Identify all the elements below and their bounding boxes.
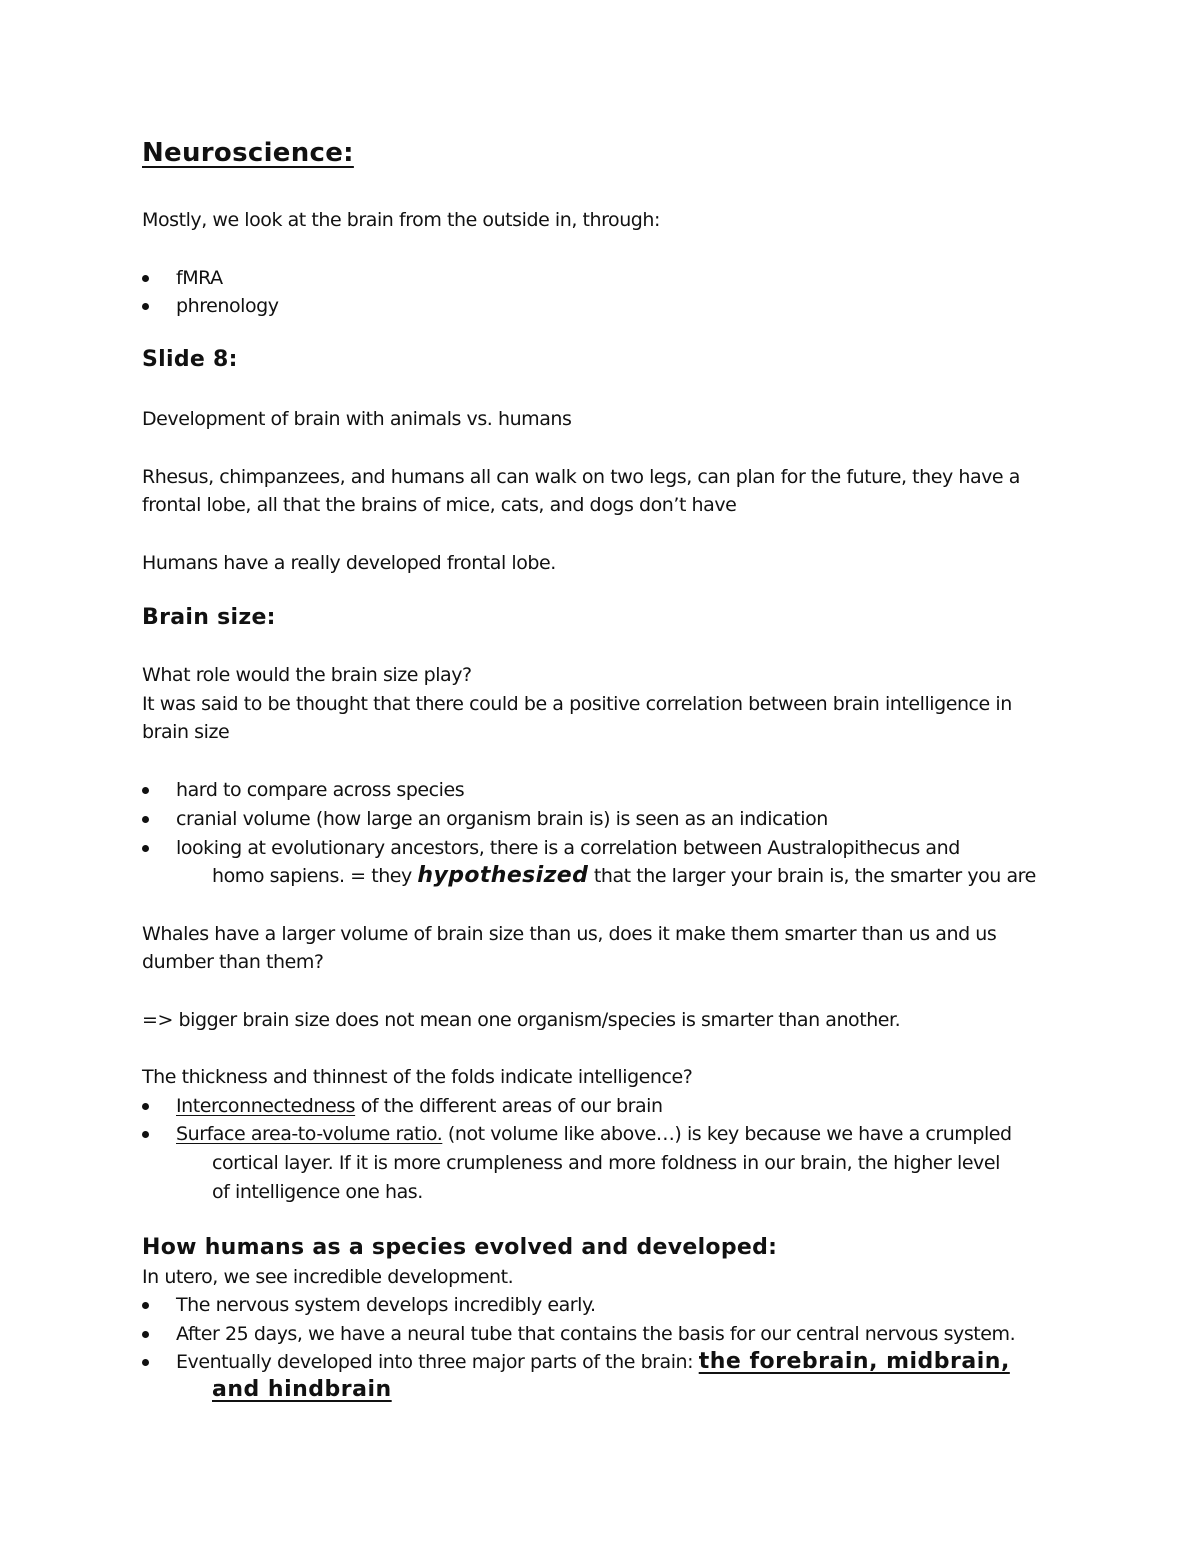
list-item-continuation xyxy=(212,862,1036,890)
list-item-continuation xyxy=(212,1376,392,1404)
text-run: homo sapiens. = they xyxy=(212,865,418,887)
list-item-text xyxy=(176,1092,663,1120)
list-item-text: After 25 days, we have a neural tube that contains the basis for our central nervous system. xyxy=(176,1323,1016,1345)
section-heading-slide8: Slide 8: xyxy=(142,347,238,372)
paragraph-line: Rhesus, chimpanzees, and humans all can walk on two legs, can plan for the future, they have a xyxy=(142,466,1020,488)
paragraph: The thickness and thinnest of the folds indicate intelligence? xyxy=(142,1066,693,1088)
page-title: Neuroscience: xyxy=(142,138,354,168)
text-run: (not volume like above…) is key because we have a crumpled xyxy=(442,1123,1012,1145)
list-item-text: phrenology xyxy=(176,295,279,317)
paragraph: What role would the brain size play? xyxy=(142,664,472,686)
paragraph-line: frontal lobe, all that the brains of mice, cats, and dogs don’t have xyxy=(142,494,737,516)
paragraph: Development of brain with animals vs. humans xyxy=(142,408,572,430)
bullet-icon xyxy=(142,816,149,823)
intro-paragraph: Mostly, we look at the brain from the outside in, through: xyxy=(142,209,660,231)
list-item-text xyxy=(176,1348,1010,1376)
section-heading-brain-size: Brain size: xyxy=(142,605,276,630)
bullet-icon xyxy=(142,275,149,282)
emphasized-term: and hindbrain xyxy=(212,1377,392,1402)
list-item-text: looking at evolutionary ancestors, there is a correlation between Australopithecus and xyxy=(176,837,960,859)
paragraph-line: dumber than them? xyxy=(142,951,324,973)
list-item-text: The nervous system develops incredibly early. xyxy=(176,1294,596,1316)
list-item-text xyxy=(176,1120,1012,1148)
list-item-text: fMRA xyxy=(176,267,223,289)
paragraph-line: Whales have a larger volume of brain size than us, does it make them smarter than us and us xyxy=(142,923,997,945)
list-item-text: cranial volume (how large an organism brain is) is seen as an indication xyxy=(176,808,828,830)
text-run: that the larger your brain is, the smarter you are xyxy=(588,865,1036,887)
list-item-continuation: cortical layer. If it is more crumpleness and more foldness in our brain, the higher level xyxy=(212,1152,1000,1174)
paragraph: => bigger brain size does not mean one organism/species is smarter than another. xyxy=(142,1009,901,1031)
list-item-continuation: of intelligence one has. xyxy=(212,1181,423,1203)
emphasized-term: the forebrain, midbrain, xyxy=(698,1349,1010,1374)
underlined-term: Surface area-to-volume ratio. xyxy=(176,1123,443,1145)
list-item-text: hard to compare across species xyxy=(176,779,465,801)
text-run: Eventually developed into three major parts of the brain: xyxy=(176,1351,699,1373)
section-heading-evolution: How humans as a species evolved and developed: xyxy=(142,1235,778,1260)
paragraph: In utero, we see incredible development. xyxy=(142,1266,514,1288)
emphasized-word: hypothesized xyxy=(417,863,589,888)
bullet-icon xyxy=(142,1331,149,1338)
bullet-icon xyxy=(142,303,149,310)
underlined-term: Interconnectedness xyxy=(176,1095,356,1117)
paragraph-line: It was said to be thought that there could be a positive correlation between brain intelligence in xyxy=(142,693,1012,715)
bullet-icon xyxy=(142,1359,149,1366)
bullet-icon xyxy=(142,1131,149,1138)
bullet-icon xyxy=(142,787,149,794)
bullet-icon xyxy=(142,845,149,852)
paragraph-line: brain size xyxy=(142,721,230,743)
paragraph: Humans have a really developed frontal lobe. xyxy=(142,552,556,574)
bullet-icon xyxy=(142,1302,149,1309)
text-run: of the different areas of our brain xyxy=(355,1095,663,1117)
bullet-icon xyxy=(142,1103,149,1110)
